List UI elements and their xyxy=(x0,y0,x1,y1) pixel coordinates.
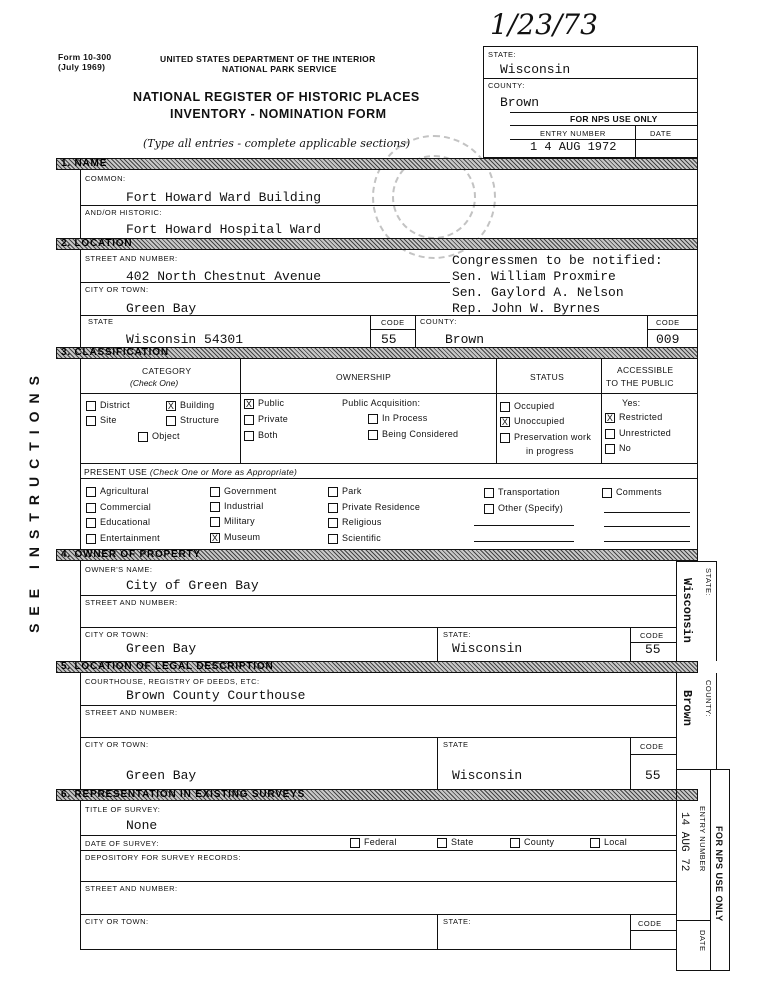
public-checkbox[interactable] xyxy=(244,398,284,409)
section-name-bar xyxy=(56,158,698,170)
use-government[interactable] xyxy=(210,486,277,497)
structure-checkbox[interactable] xyxy=(166,415,219,426)
form-date: (July 1969) xyxy=(58,62,106,72)
use-industrial[interactable] xyxy=(210,501,264,512)
unoccupied-label: Unoccupied xyxy=(514,416,565,426)
in-process-checkbox[interactable] xyxy=(368,413,428,424)
use-other[interactable] xyxy=(484,503,563,514)
survey-local[interactable] xyxy=(590,837,627,848)
both-label: Both xyxy=(258,430,278,440)
public-check-mark: X xyxy=(245,398,253,409)
use-comments[interactable] xyxy=(602,487,662,498)
form-instructions: (Type all entries - complete applicable sections) xyxy=(143,137,411,150)
occupied-checkbox[interactable] xyxy=(500,401,554,412)
unoccupied-checkbox[interactable] xyxy=(500,416,565,427)
use-museum[interactable] xyxy=(210,532,260,543)
historic-label: AND/OR HISTORIC: xyxy=(85,208,163,217)
depository-label: DEPOSITORY FOR SURVEY RECORDS: xyxy=(85,853,242,862)
survey-federal-label: Federal xyxy=(364,837,397,847)
in-process-label: In Process xyxy=(382,413,428,423)
location-county-label: COUNTY: xyxy=(420,317,457,326)
congress-1: Sen. William Proxmire xyxy=(452,269,616,284)
present-use-title: PRESENT USE xyxy=(84,467,148,477)
section-legal-title: 5. LOCATION OF LEGAL DESCRIPTION xyxy=(61,661,274,672)
entry-number-label: ENTRY NUMBER xyxy=(540,129,606,138)
category-header: CATEGORY xyxy=(142,366,192,376)
survey-date-label: DATE OF SURVEY: xyxy=(85,839,159,848)
date-label: DATE xyxy=(650,129,672,138)
being-considered-checkbox[interactable] xyxy=(368,429,458,440)
location-state: Wisconsin 54301 xyxy=(126,332,244,347)
use-transportation[interactable] xyxy=(484,487,560,498)
nps-use-label: FOR NPS USE ONLY xyxy=(570,114,658,124)
legal-code: 55 xyxy=(645,768,661,783)
owner-state-label: STATE: xyxy=(443,630,472,639)
preservation-label: Preservation work xyxy=(514,432,592,442)
legal-state-label: STATE xyxy=(443,740,469,749)
state-code: 55 xyxy=(381,332,397,347)
structure-label: Structure xyxy=(180,415,220,425)
side-county: Brown xyxy=(680,690,694,727)
use-scientific[interactable] xyxy=(328,533,381,544)
legal-code-label: CODE xyxy=(640,742,664,751)
location-street: 402 North Chestnut Avenue xyxy=(126,269,322,284)
building-check-mark: X xyxy=(167,400,175,411)
private-label: Private xyxy=(258,414,289,424)
county-code-label: CODE xyxy=(656,318,680,327)
side-entry-label: ENTRY NUMBER xyxy=(698,806,707,872)
use-educational-label: Educational xyxy=(100,517,151,527)
survey-county-label: County xyxy=(524,837,555,847)
owner-street-label: STREET AND NUMBER: xyxy=(85,598,178,607)
unoccupied-check-mark: X xyxy=(501,416,509,427)
restricted-checkbox[interactable] xyxy=(605,412,663,423)
use-park-label: Park xyxy=(342,486,362,496)
access-header-1: ACCESSIBLE xyxy=(617,365,674,375)
section-surveys-bar xyxy=(56,789,698,801)
use-entertainment[interactable] xyxy=(86,533,160,544)
header-state: Wisconsin xyxy=(500,62,571,77)
in-progress-label: in progress xyxy=(526,446,574,456)
use-agricultural-label: Agricultural xyxy=(100,486,149,496)
legal-street-label: STREET AND NUMBER: xyxy=(85,708,178,717)
section-classification-bar xyxy=(56,347,698,359)
state-label: STATE: xyxy=(488,50,517,59)
yes-label: Yes: xyxy=(622,398,641,408)
common-name: Fort Howard Ward Building xyxy=(126,190,322,205)
use-military-label: Military xyxy=(224,516,255,526)
use-park[interactable] xyxy=(328,486,362,497)
congress-title: Congressmen to be notified: xyxy=(452,253,663,268)
use-religious[interactable] xyxy=(328,517,382,528)
owner-city: Green Bay xyxy=(126,641,197,656)
side-state: Wisconsin xyxy=(680,578,694,643)
occupied-label: Occupied xyxy=(514,401,555,411)
no-checkbox[interactable] xyxy=(605,443,631,454)
side-entry-value: 14 AUG 72 xyxy=(678,812,690,872)
section-surveys-title: 6. REPRESENTATION IN EXISTING SURVEYS xyxy=(61,789,306,800)
use-transportation-label: Transportation xyxy=(498,487,560,497)
use-private-residence[interactable] xyxy=(328,502,420,513)
site-checkbox[interactable] xyxy=(86,415,117,426)
being-considered-label: Being Considered xyxy=(382,429,459,439)
handwritten-date: 1/23/73 xyxy=(490,8,598,41)
street-label: STREET AND NUMBER: xyxy=(85,254,178,263)
city-label: CITY OR TOWN: xyxy=(85,285,149,294)
section-owner-bar xyxy=(56,549,698,561)
county-label: COUNTY: xyxy=(488,81,525,90)
present-use-sub: (Check One or More as Appropriate) xyxy=(149,467,298,477)
department: UNITED STATES DEPARTMENT OF THE INTERIOR xyxy=(160,54,376,64)
survey-federal[interactable] xyxy=(350,837,397,848)
courthouse: Brown County Courthouse xyxy=(126,688,306,703)
county-code: 009 xyxy=(656,332,680,347)
use-commercial-label: Commercial xyxy=(100,502,152,512)
survey-title: None xyxy=(126,818,158,833)
survey-local-label: Local xyxy=(604,837,628,847)
use-military[interactable] xyxy=(210,516,255,527)
museum-check-mark: X xyxy=(211,532,219,543)
restricted-label: Restricted xyxy=(619,412,663,422)
legal-city: Green Bay xyxy=(126,768,197,783)
object-checkbox[interactable] xyxy=(138,431,180,442)
header-entry-date: 1 4 AUG 1972 xyxy=(530,140,617,154)
building-label: Building xyxy=(180,400,215,410)
congress-3: Rep. John W. Byrnes xyxy=(452,301,601,316)
survey-code-label: CODE xyxy=(638,919,662,928)
private-checkbox[interactable] xyxy=(244,414,288,425)
courthouse-label: COURTHOUSE, REGISTRY OF DEEDS, ETC: xyxy=(85,677,260,686)
legal-city-label: CITY OR TOWN: xyxy=(85,740,149,749)
congress-2: Sen. Gaylord A. Nelson xyxy=(452,285,624,300)
object-label: Object xyxy=(152,431,180,441)
owner-name: City of Green Bay xyxy=(126,578,259,593)
section-legal-bar xyxy=(56,661,698,673)
use-agricultural[interactable] xyxy=(86,486,149,497)
survey-state-label: STATE: xyxy=(443,917,472,926)
building-checkbox[interactable] xyxy=(166,400,214,411)
status-header: STATUS xyxy=(530,372,565,382)
use-government-label: Government xyxy=(224,486,277,496)
access-header-2: TO THE PUBLIC xyxy=(606,378,674,388)
use-educational[interactable] xyxy=(86,517,150,528)
section-classification-title: 3. CLASSIFICATION xyxy=(61,347,169,358)
survey-title-label: TITLE OF SURVEY: xyxy=(85,805,161,814)
common-label: COMMON: xyxy=(85,174,126,183)
use-comments-label: Comments xyxy=(616,487,662,497)
district-checkbox[interactable] xyxy=(86,400,130,411)
owner-code: 55 xyxy=(645,642,661,657)
section-location-title: 2. LOCATION xyxy=(61,238,133,249)
section-location-bar xyxy=(56,238,698,250)
owner-code-label: CODE xyxy=(640,631,664,640)
historic-name: Fort Howard Hospital Ward xyxy=(126,222,322,237)
legal-state: Wisconsin xyxy=(452,768,523,783)
side-county-label: COUNTY: xyxy=(704,680,713,717)
preservation-checkbox[interactable] xyxy=(500,432,591,443)
side-state-label: STATE: xyxy=(704,568,713,597)
location-state-label: STATE xyxy=(88,317,114,326)
unrestricted-checkbox[interactable] xyxy=(605,428,671,439)
use-other-label: Other (Specify) xyxy=(498,503,564,513)
location-city: Green Bay xyxy=(126,301,197,316)
no-label: No xyxy=(619,443,632,453)
category-sub: (Check One) xyxy=(130,378,179,388)
use-scientific-label: Scientific xyxy=(342,533,382,543)
survey-county[interactable] xyxy=(510,837,554,848)
form-subtitle: INVENTORY - NOMINATION FORM xyxy=(170,107,387,121)
see-instructions: SEE INSTRUCTIONS xyxy=(26,368,42,633)
public-acquisition-label: Public Acquisition: xyxy=(342,398,421,408)
location-county: Brown xyxy=(445,332,485,347)
survey-street-label: STREET AND NUMBER: xyxy=(85,884,178,893)
use-commercial[interactable] xyxy=(86,502,151,513)
unrestricted-label: Unrestricted xyxy=(619,428,672,438)
both-checkbox[interactable] xyxy=(244,430,278,441)
form-number: Form 10-300 xyxy=(58,52,112,62)
header-county: Brown xyxy=(500,95,540,110)
ownership-header: OWNERSHIP xyxy=(336,372,392,382)
restricted-check-mark: X xyxy=(606,412,614,423)
survey-state[interactable] xyxy=(437,837,474,848)
survey-city-label: CITY OR TOWN: xyxy=(85,917,149,926)
owner-name-label: OWNER'S NAME: xyxy=(85,565,153,574)
use-religious-label: Religious xyxy=(342,517,382,527)
use-industrial-label: Industrial xyxy=(224,501,264,511)
public-label: Public xyxy=(258,398,285,408)
district-label: District xyxy=(100,400,130,410)
side-date-label: DATE xyxy=(698,930,707,952)
present-use-label xyxy=(84,467,297,477)
form-title: NATIONAL REGISTER OF HISTORIC PLACES xyxy=(133,90,420,104)
owner-city-label: CITY OR TOWN: xyxy=(85,630,149,639)
survey-state-label: State xyxy=(451,837,474,847)
side-nps-label: FOR NPS USE ONLY xyxy=(714,826,724,922)
state-code-label: CODE xyxy=(381,318,405,327)
section-name-title: 1. NAME xyxy=(61,158,108,169)
service: NATIONAL PARK SERVICE xyxy=(222,64,337,74)
owner-state: Wisconsin xyxy=(452,641,523,656)
section-owner-title: 4. OWNER OF PROPERTY xyxy=(61,549,201,560)
site-label: Site xyxy=(100,415,117,425)
use-entertainment-label: Entertainment xyxy=(100,533,160,543)
use-private-residence-label: Private Residence xyxy=(342,502,421,512)
use-museum-label: Museum xyxy=(224,532,261,542)
